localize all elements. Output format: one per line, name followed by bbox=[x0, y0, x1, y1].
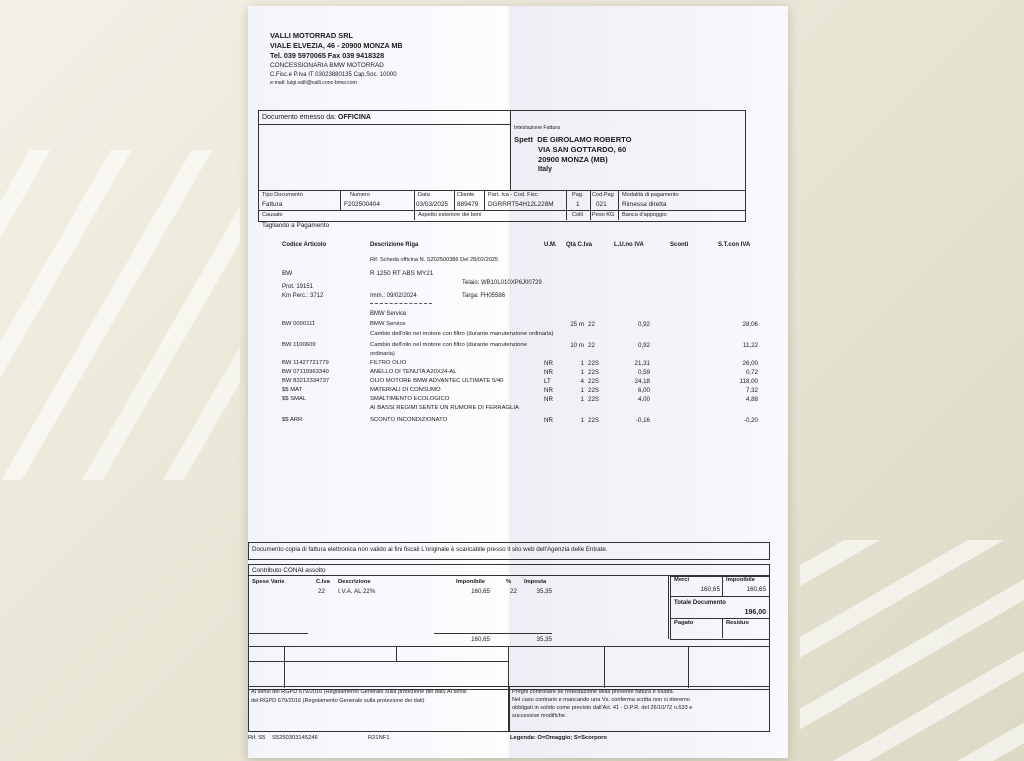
item-qty: 1 bbox=[580, 369, 584, 376]
rif-code: S5250303145246 bbox=[272, 735, 318, 741]
item-lu: 6,00 bbox=[637, 387, 650, 394]
item-um: NR bbox=[544, 360, 553, 367]
item-st: 28,06 bbox=[742, 321, 758, 328]
totale-label: Totale Documento bbox=[674, 600, 726, 606]
item-code: $$ SMAL bbox=[282, 396, 307, 402]
company-tax: C.Fisc.e P.Iva IT 03023880135 Cap.Soc. 10000 bbox=[270, 72, 397, 78]
check-line-1: Preghi controllare se l'intestazione della presente fattura è esatta. bbox=[512, 689, 675, 695]
privacy-line-1: Ai sensi del RGPD 679/2016 (Regolamento Generale sulla protezione dei dati) Ai sensi bbox=[251, 689, 467, 695]
item-qty: 1 bbox=[580, 396, 584, 403]
item-st: -0,20 bbox=[743, 417, 758, 424]
total-imposta: 35,35 bbox=[536, 636, 552, 643]
col-lu: L.U.no IVA bbox=[614, 242, 644, 248]
item-desc: MATERIALI DI CONSUMO bbox=[370, 387, 441, 393]
vehicle-prot: Prot. 19151 bbox=[282, 284, 314, 290]
item-desc: BMW Service bbox=[370, 321, 406, 327]
item-desc: ordinaria) bbox=[370, 351, 395, 357]
item-desc: OLIO MOTORE BMW ADVANTEC ULTIMATE 5/40 bbox=[370, 378, 504, 384]
notice-text: Documento copia di fattura elettronica non valido ai fini fiscali L'originale è scaricabile presso il sito web dell'Agenzia delle Entrate. bbox=[252, 546, 608, 553]
item-desc: FILTRO OLIO bbox=[370, 360, 407, 366]
issued-label: Documento emesso da: OFFICINA bbox=[262, 114, 371, 121]
col-qta: Qtà C.Iva bbox=[566, 242, 593, 248]
recipient-country: Italy bbox=[538, 166, 553, 173]
company-email: e-mail: luigi.valli@valli.conc-bmw.com bbox=[270, 80, 357, 86]
col-um: U.M. bbox=[544, 242, 557, 248]
causale-label: Causale bbox=[262, 212, 283, 218]
item-code: BW 07119963340 bbox=[282, 369, 329, 375]
item-um: NR bbox=[544, 387, 553, 394]
item-code: BW 83212334737 bbox=[282, 378, 330, 384]
item-desc: AI BASSI REGIMI SENTE UN RUMORE DI FERRAGLIA bbox=[370, 405, 519, 411]
item-st: 4,88 bbox=[745, 396, 758, 403]
check-line-2: Nel caso contrario e mancando una Vs. conferma scritta non ci riteremo bbox=[512, 697, 690, 703]
codpag-value: 021 bbox=[596, 201, 607, 208]
colli-label: Colli bbox=[572, 212, 583, 218]
company-dealer: CONCESSIONARIA BMW MOTORRAD bbox=[270, 62, 384, 69]
modalita-label: Modalità di pagamento bbox=[622, 192, 679, 198]
item-desc: ANELLO DI TENUTA A20X24-AL bbox=[370, 369, 457, 375]
item-um: LT bbox=[544, 378, 551, 385]
spese-label: Spese Varie bbox=[252, 579, 285, 585]
banca-label: Banca d'appoggio bbox=[622, 212, 667, 218]
imposta-label: Imposta bbox=[524, 579, 547, 585]
col-codice: Codice Articolo bbox=[282, 242, 327, 248]
invoice-document bbox=[248, 6, 788, 758]
item-desc: Cambio dell'olio nel motore con filtro (durante manutenzione bbox=[370, 342, 527, 348]
col-descrizione: Descrizione Riga bbox=[370, 242, 419, 248]
item-um: NR bbox=[544, 396, 553, 403]
item-st: 11,22 bbox=[742, 342, 758, 349]
conai-text: Contributo CONAI assolto bbox=[252, 567, 326, 574]
cliente-label: Cliente bbox=[457, 192, 475, 198]
iva-imposta: 35,35 bbox=[536, 588, 552, 595]
pag-label: Pag. bbox=[572, 192, 584, 198]
pagato-label: Pagato bbox=[674, 620, 694, 626]
piva-label: Part. Iva - Cod. Fisc. bbox=[488, 192, 539, 198]
item-iva: 22S bbox=[588, 417, 600, 424]
recipient-street: VIA SAN GOTTARDO, 60 bbox=[538, 145, 627, 154]
item-lu: 24,18 bbox=[634, 378, 650, 385]
rif-scheda: Rif. Scheda officina N. S202500386 Del 28/02/2025 bbox=[370, 257, 499, 263]
check-line-3: obbligati in solido come previsto dall'Art. 41 - D.P.R. del 26/10/72 n.633 e bbox=[512, 705, 693, 711]
item-qty: 10 m bbox=[570, 342, 584, 349]
aspetto-label: Aspetto esteriore dei beni bbox=[418, 212, 482, 218]
recipient-section-label: Intestazione Fattura bbox=[514, 125, 560, 131]
item-desc: SCONTO INCONDIZIONATO bbox=[370, 417, 448, 423]
item-um: NR bbox=[544, 417, 553, 424]
col-sconti: Sconti bbox=[670, 242, 689, 248]
item-qty: 1 bbox=[580, 387, 584, 394]
light-reflection bbox=[800, 540, 1024, 761]
peso-label: Peso KG bbox=[592, 212, 615, 218]
col-st: S.T.con IVA bbox=[718, 242, 751, 248]
item-code: BW 11427721779 bbox=[282, 360, 329, 366]
item-um: NR bbox=[544, 369, 553, 376]
iva-imponibile: 160,65 bbox=[471, 588, 490, 595]
merci-value: 160,65 bbox=[700, 586, 720, 593]
vehicle-brand: BW bbox=[282, 270, 293, 277]
iva-code: 22 bbox=[318, 588, 325, 595]
civa-label: C.Iva bbox=[316, 579, 330, 585]
tipo-label: Tipo Documento bbox=[262, 192, 303, 198]
light-reflection bbox=[0, 150, 240, 480]
item-lu: 21,31 bbox=[634, 360, 650, 367]
cliente-value: 889479 bbox=[457, 201, 479, 208]
vehicle-km: Km Perc.: 3712 bbox=[282, 293, 324, 299]
item-qty: 1 bbox=[580, 417, 584, 424]
item-lu: -0,16 bbox=[635, 417, 650, 424]
residuo-label: Residuo bbox=[726, 620, 749, 626]
desc-label: Descrizione bbox=[338, 579, 371, 585]
causale-value: Tagliando a Pagamento bbox=[262, 222, 330, 229]
iva-pct: 22 bbox=[510, 588, 517, 595]
item-iva: 22S bbox=[588, 378, 600, 385]
item-lu: 0,92 bbox=[637, 321, 650, 328]
item-st: 26,00 bbox=[742, 360, 758, 367]
item-iva: 22S bbox=[588, 369, 600, 376]
company-address: VIALE ELVEZIA, 46 - 20900 MONZA MB bbox=[270, 41, 403, 50]
item-desc: SMALTIMENTO ECOLOGICO bbox=[370, 396, 450, 402]
item-st: 118,00 bbox=[739, 378, 758, 385]
item-st: 0,72 bbox=[745, 369, 758, 376]
r21-code: R21NF1 bbox=[368, 735, 390, 741]
item-code: BW 0000111 bbox=[282, 321, 316, 327]
data-label: Data bbox=[418, 192, 430, 198]
recipient-city: 20900 MONZA (MB) bbox=[538, 155, 608, 164]
imponibile-label: Imponibile bbox=[456, 579, 485, 585]
modalita-value: Rimessa diretta bbox=[622, 201, 667, 208]
tipo-value: Fattura bbox=[262, 201, 283, 208]
recipient-name: Spett DE GIROLAMO ROBERTO bbox=[514, 135, 632, 144]
item-qty: 25 m bbox=[570, 321, 584, 328]
numero-label: Numero bbox=[350, 192, 370, 198]
vehicle-targa: Targa: FH05586 bbox=[462, 293, 506, 299]
totale-value: 196,00 bbox=[744, 609, 766, 616]
data-value: 03/03/2025 bbox=[416, 201, 448, 208]
item-iva: 22S bbox=[588, 360, 600, 367]
check-line-4: successive modifiche. bbox=[512, 713, 567, 719]
codpag-label: Cod.Pag bbox=[592, 192, 614, 198]
vehicle-imm: Imm.: 09/02/2024 bbox=[370, 293, 417, 299]
item-iva: 22 bbox=[588, 342, 595, 349]
item-iva: 22 bbox=[588, 321, 595, 328]
service-title: BMW Service bbox=[370, 311, 407, 317]
item-lu: 0,92 bbox=[637, 342, 650, 349]
item-st: 7,32 bbox=[745, 387, 758, 394]
merci-label: Merci bbox=[674, 577, 690, 583]
total-imponibile: 160,65 bbox=[471, 636, 490, 643]
item-desc: Cambio dell'olio nel motore con filtro (durante manutenzione ordinaria) bbox=[370, 331, 554, 337]
privacy-line-2: del RGPD 679/2016 (Regolamento Generale sulla protezione dei dati) bbox=[251, 698, 425, 704]
iva-desc: I.V.A. AL 22% bbox=[338, 588, 376, 595]
numero-value: F202500404 bbox=[344, 201, 380, 208]
item-qty: 1 bbox=[580, 360, 584, 367]
company-name: VALLI MOTORRAD SRL bbox=[270, 31, 354, 40]
pct-label: % bbox=[506, 579, 512, 585]
item-qty: 4 bbox=[580, 378, 584, 385]
item-code: $$ MAT bbox=[282, 387, 303, 393]
piva-value: DGRRRT54H12L228M bbox=[488, 201, 554, 208]
item-code: $$ ARR bbox=[282, 417, 303, 423]
pag-value: 1 bbox=[576, 201, 580, 208]
item-iva: 22S bbox=[588, 396, 600, 403]
company-phone: Tel. 039 5970065 Fax 039 9418328 bbox=[270, 51, 385, 60]
vehicle-telaio: Telaio: WB10L010XP6J00729 bbox=[462, 280, 542, 286]
imponibile-r-value: 160,65 bbox=[746, 586, 766, 593]
item-lu: 4,00 bbox=[637, 396, 650, 403]
legenda: Legenda: O=Omaggio; S=Scorporo bbox=[510, 735, 607, 741]
rif-label: Rif. S5 bbox=[248, 735, 266, 741]
imponibile-r-label: Imponibile bbox=[726, 577, 755, 583]
vehicle-model: R 1250 RT ABS MY21 bbox=[370, 270, 434, 277]
item-iva: 22S bbox=[588, 387, 600, 394]
item-lu: 0,59 bbox=[637, 369, 650, 376]
item-code: BW 1100609 bbox=[282, 342, 316, 348]
